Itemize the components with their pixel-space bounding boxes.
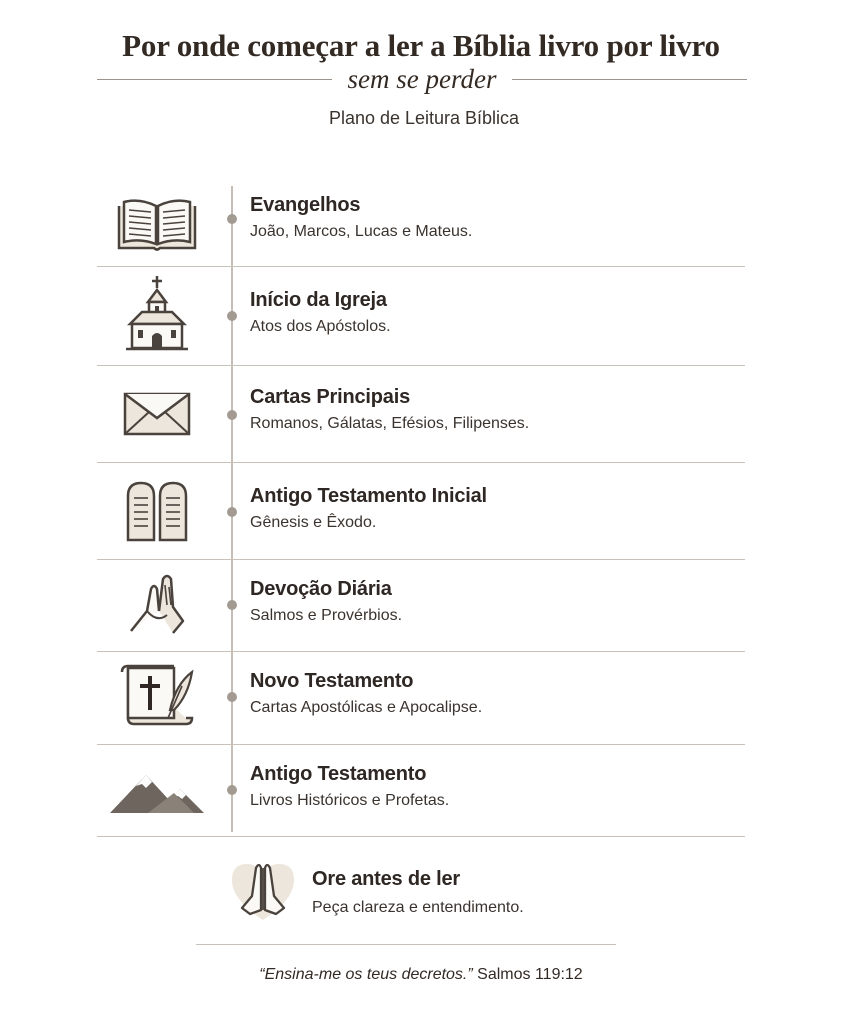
mountains-icon	[115, 755, 199, 827]
praying-hands-icon	[115, 568, 199, 640]
quote-text: “Ensina-me os teus decretos.”	[259, 966, 473, 983]
prayer-title: Ore antes de ler	[312, 868, 460, 890]
step-text	[250, 578, 745, 625]
step-text	[250, 386, 745, 433]
scroll-quill-icon	[115, 660, 199, 732]
prayer-description: Peça clareza e entendimento.	[312, 899, 524, 916]
timeline-dot	[227, 311, 237, 321]
timeline-dot	[227, 507, 237, 517]
subtitle-rule-left	[97, 79, 332, 80]
step-title: Cartas Principais	[250, 386, 411, 408]
step-title: Antigo Testamento	[250, 763, 427, 785]
timeline-step-cartas-principais	[97, 366, 745, 463]
step-description: Atos dos Apóstolos.	[250, 318, 391, 335]
timeline-step-novo-testamento	[97, 652, 745, 745]
page-subtitle: sem se perder	[347, 63, 497, 94]
timeline-step-antigo-testamento	[97, 745, 745, 837]
open-book-icon	[115, 190, 199, 262]
step-description: Romanos, Gálatas, Efésios, Filipenses.	[250, 415, 530, 432]
step-text	[250, 763, 745, 810]
timeline-dot	[227, 785, 237, 795]
prayer-text	[312, 868, 524, 917]
reading-timeline	[97, 186, 745, 837]
step-text	[250, 670, 745, 717]
step-text	[250, 194, 745, 241]
timeline-dot	[227, 600, 237, 610]
step-description: Livros Históricos e Profetas.	[250, 792, 450, 809]
footer-divider	[196, 944, 616, 945]
plan-label: Plano de Leitura Bíblica	[328, 108, 520, 128]
heart-praying-hands-icon	[228, 858, 300, 928]
step-description: Salmos e Provérbios.	[250, 607, 403, 624]
envelope-icon	[115, 378, 199, 450]
footer-quote	[0, 966, 842, 984]
stone-tablets-icon	[115, 475, 199, 547]
timeline-step-inicio-igreja	[97, 267, 745, 366]
timeline-step-at-inicial	[97, 463, 745, 560]
page-title: Por onde começar a ler a Bíblia livro por livro	[122, 28, 720, 63]
quote-reference: Salmos 119:12	[477, 966, 583, 983]
step-title: Antigo Testamento Inicial	[250, 485, 487, 507]
subtitle-row	[97, 62, 747, 96]
step-description: Cartas Apostólicas e Apocalipse.	[250, 699, 483, 716]
church-icon	[115, 277, 199, 349]
step-title: Evangelhos	[250, 194, 361, 216]
step-text	[250, 289, 745, 336]
step-description: Gênesis e Êxodo.	[250, 514, 377, 531]
timeline-dot	[227, 410, 237, 420]
step-title: Início da Igreja	[250, 289, 387, 311]
timeline-dot	[227, 692, 237, 702]
timeline-dot	[227, 214, 237, 224]
timeline-step-evangelhos	[97, 186, 745, 267]
step-title: Devoção Diária	[250, 578, 392, 600]
step-text	[250, 485, 745, 532]
timeline-step-devocao-diaria	[97, 560, 745, 652]
step-description: João, Marcos, Lucas e Mateus.	[250, 223, 473, 240]
prayer-tip	[228, 858, 628, 930]
step-title: Novo Testamento	[250, 670, 414, 692]
subtitle-rule-right	[512, 79, 747, 80]
